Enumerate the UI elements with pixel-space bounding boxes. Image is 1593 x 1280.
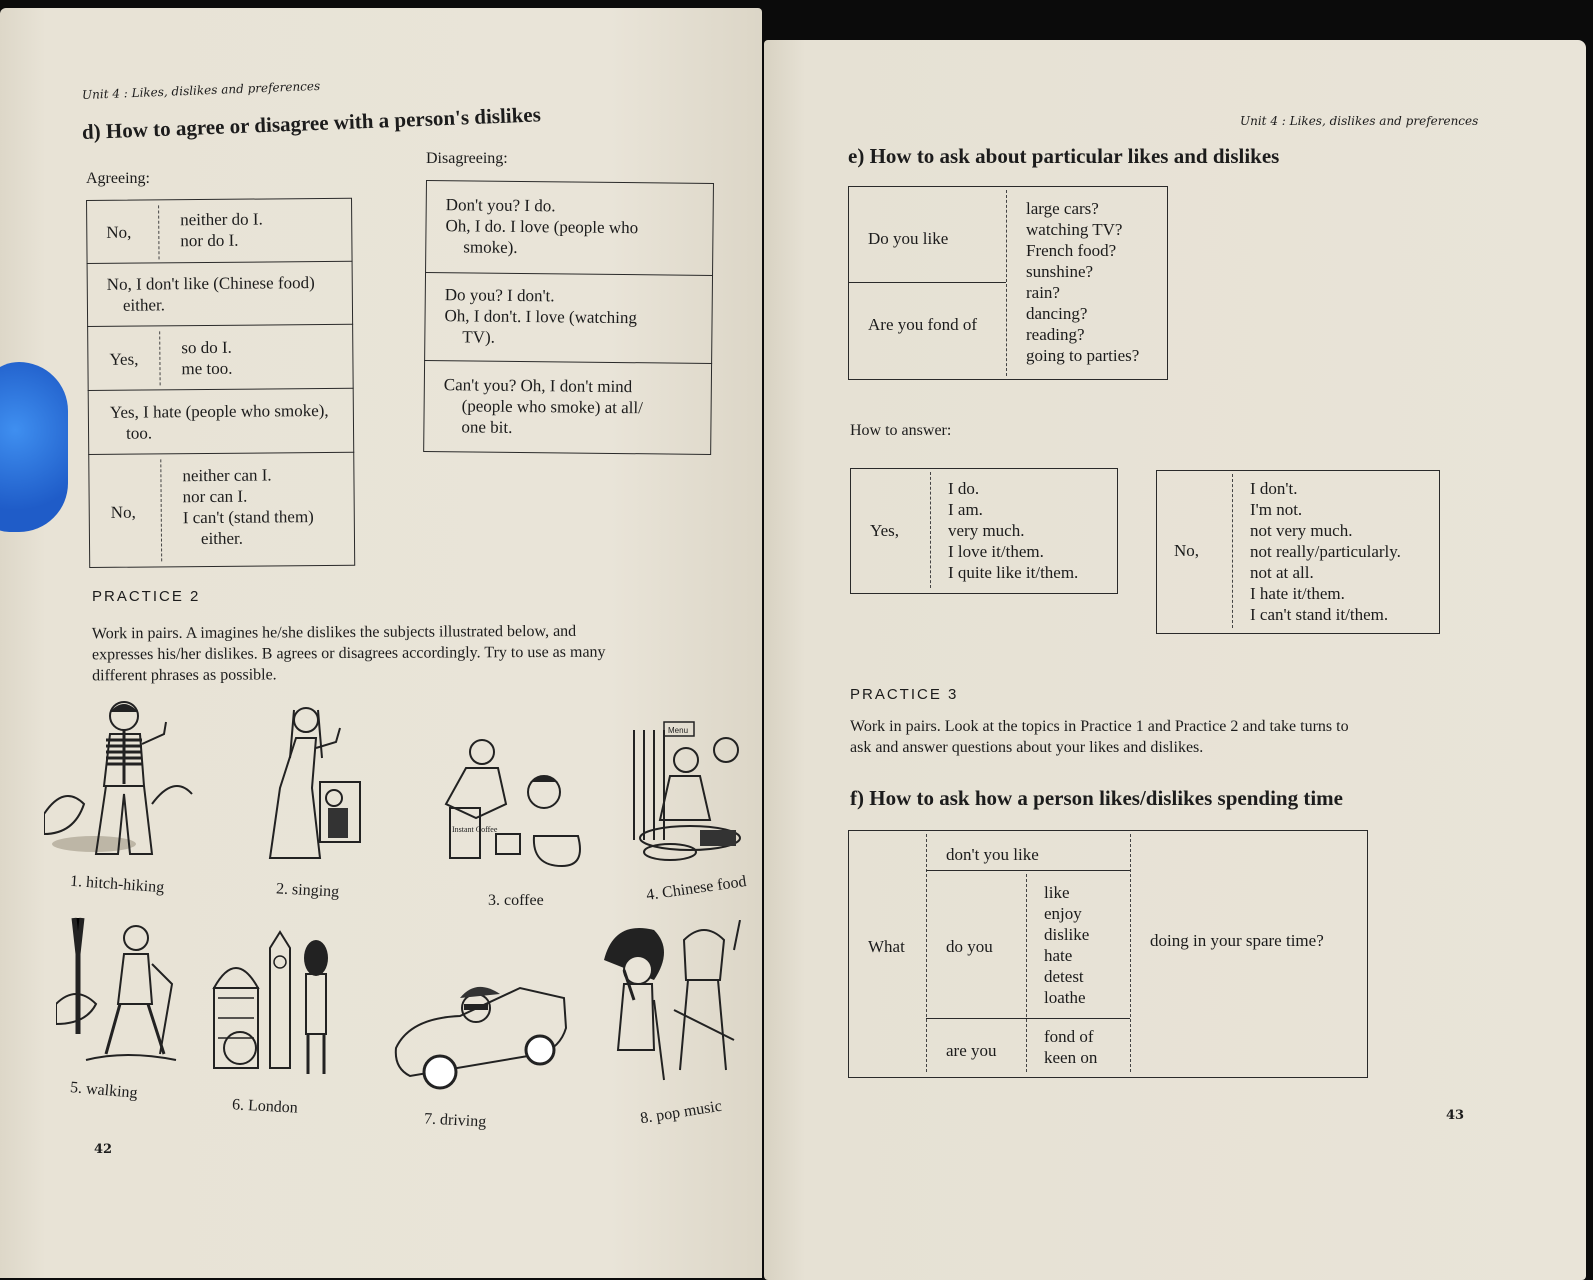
time-end: doing in your spare time? (1150, 931, 1324, 950)
disagree-r1: Don't you? I do. Oh, I do. I love (people who smoke). (445, 195, 639, 257)
driving-illustration (390, 968, 570, 1098)
left-page (0, 8, 762, 1278)
caption-4: 4. Chinese food (645, 873, 748, 904)
caption-1: 1. hitch-hiking (69, 872, 165, 897)
time-do-you: do you (946, 937, 993, 956)
yes-items: I do. I am. very much. I love it/them. I quite like it/them. (948, 479, 1079, 582)
agree-r3-right: so do I. me too. (181, 337, 233, 379)
sign-label: Menu (668, 726, 689, 735)
disagree-r2: Do you? I don't. Oh, I don't. I love (watching TV). (444, 285, 638, 347)
yes-label: Yes, (870, 521, 899, 540)
no-label: No, (1174, 541, 1200, 560)
caption-6: 6. London (231, 1096, 299, 1117)
section-heading-e: e) How to ask about particular likes and dislikes (848, 144, 1280, 168)
disagree-r3: Can't you? Oh, I don't mind (people who smoke) at all/ one bit. (443, 375, 644, 437)
time-verbs: like enjoy dislike hate detest loathe (1044, 883, 1090, 1007)
chinese-food-illustration (630, 720, 748, 870)
agree-r5-left: No, (110, 502, 136, 522)
ask-do-you-like: Do you like (868, 229, 949, 248)
agree-r3-left: Yes, (109, 349, 139, 369)
pop-music-illustration (594, 920, 744, 1090)
agree-r1-right: neither do I. nor do I. (180, 209, 263, 251)
agreeing-label: Agreeing: (86, 170, 150, 187)
ask-items: large cars? watching TV? French food? sunshine? rain? dancing? reading? going to parties? (1026, 199, 1140, 365)
singing-illustration (250, 698, 370, 868)
time-fond: fond of keen on (1044, 1027, 1098, 1067)
caption-2: 2. singing (275, 880, 340, 901)
no-items: I don't. I'm not. not very much. not really/particularly. not at all. I hate it/them. I can't stand it/them. (1250, 479, 1401, 624)
running-header-right: Unit 4 : Likes, dislikes and preferences (1240, 114, 1479, 128)
practice-3-title: PRACTICE 3 (850, 686, 959, 703)
agree-r1-left: No, (106, 222, 132, 242)
running-header: Unit 4 : Likes, dislikes and preferences (81, 78, 321, 102)
how-to-answer-label: How to answer: (850, 422, 952, 439)
walking-illustration (56, 914, 186, 1074)
right-page (764, 40, 1586, 1280)
practice-2-title: PRACTICE 2 (92, 588, 201, 605)
coffee-jar-label: Instant Coffee (452, 825, 498, 834)
practice-3-text: Work in pairs. Look at the topics in Practice 1 and Practice 2 and take turns to ask and answer questions about your likes and dislikes. (850, 718, 1349, 756)
caption-5: 5. walking (69, 1079, 139, 1102)
page-number-right: 43 (1446, 1108, 1465, 1123)
hitch-hiking-illustration (44, 694, 194, 864)
practice-2-text: Work in pairs. A imagines he/she dislikes the subjects illustrated below, and expresses his/her dislikes. B agrees or disagrees accordingly. Try to use as many different phrases as possible. (91, 622, 606, 685)
page-number-left: 42 (94, 1142, 113, 1157)
agree-r4: Yes, I hate (people who smoke), too. (109, 400, 329, 443)
agree-r5-right: neither can I. nor can I. I can't (stand them) either. (182, 465, 314, 549)
section-heading-d: d) How to agree or disagree with a person's dislikes (81, 102, 542, 144)
thumb-blob (0, 362, 68, 532)
time-what: What (868, 937, 905, 956)
time-are-you: are you (946, 1041, 997, 1060)
caption-3: 3. coffee (488, 892, 544, 909)
section-heading-f: f) How to ask how a person likes/dislikes spending time (850, 786, 1343, 810)
caption-7: 7. driving (423, 1110, 487, 1131)
london-illustration (210, 928, 340, 1088)
coffee-illustration (436, 734, 586, 874)
ask-are-you-fond-of: Are you fond of (868, 315, 978, 334)
disagreeing-label: Disagreeing: (426, 150, 508, 167)
caption-8: 8. pop music (639, 1097, 723, 1128)
agree-r2: No, I don't like (Chinese food) either. (106, 273, 315, 315)
time-dont-you-like: don't you like (946, 845, 1039, 864)
